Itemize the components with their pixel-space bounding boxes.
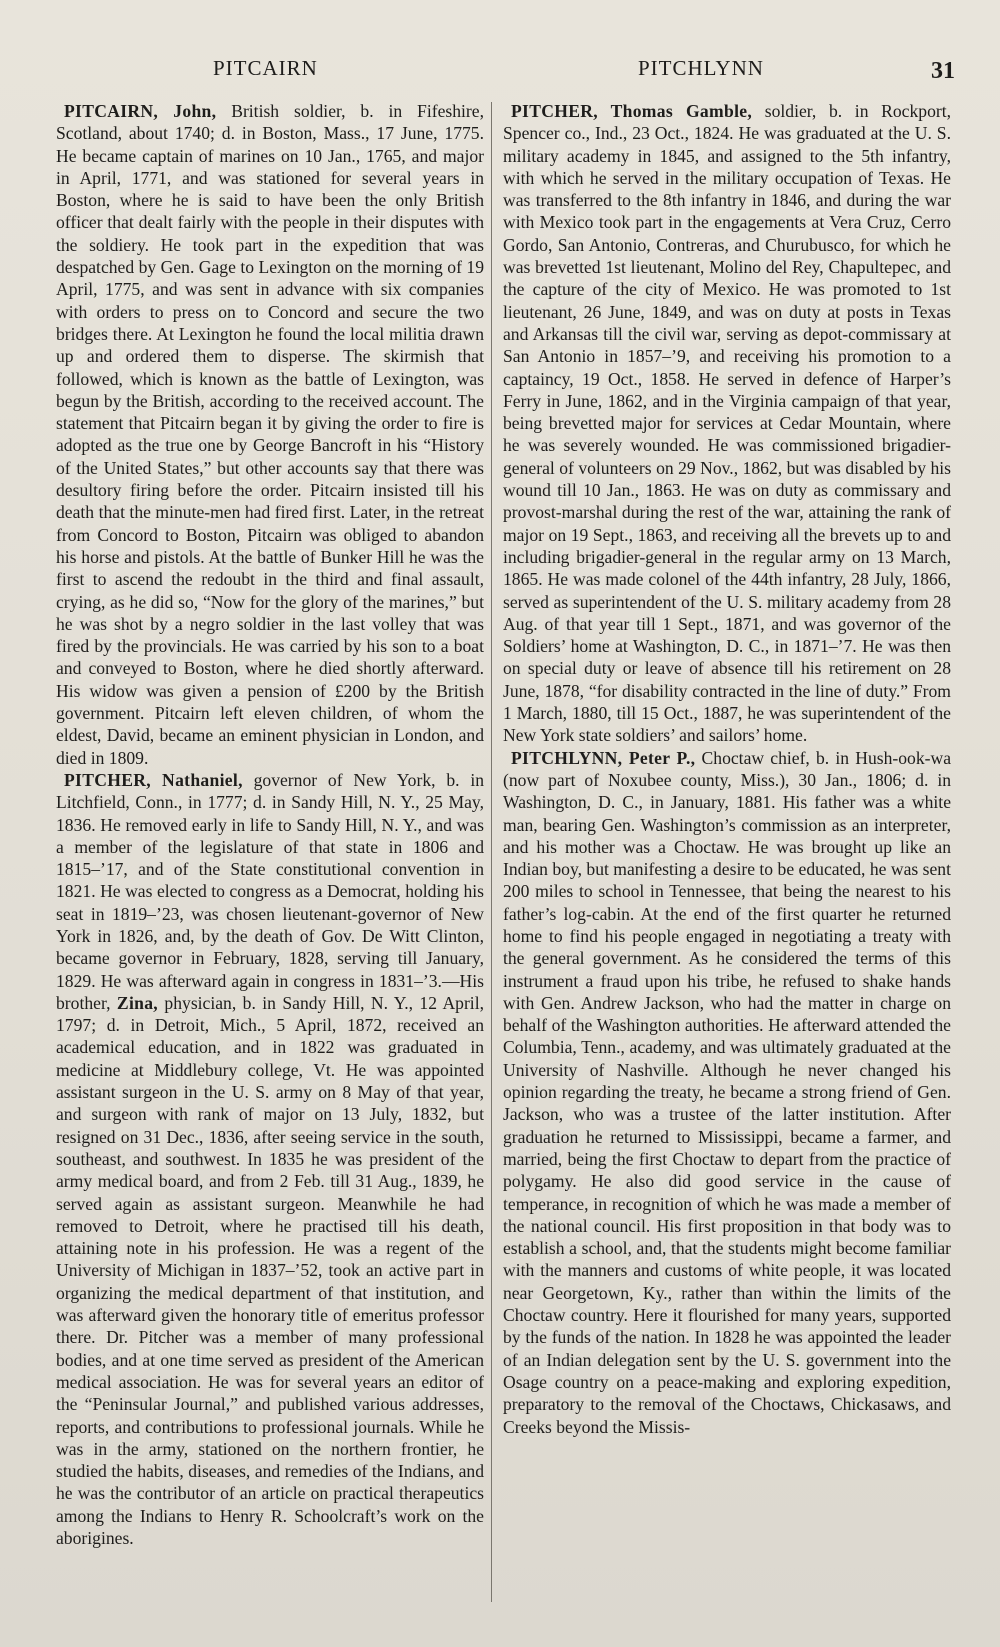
entry-pitcairn-john — [56, 100, 484, 769]
entry-pitchlynn-peter — [503, 747, 951, 1438]
entry-text: governor of New York, b. in Litchfield, Conn., in 1777; d. in Sandy Hill, N. Y., 25 May, 1836. He removed early in life to Sandy Hill, N. Y., and was a member of the legislature of that state in 1806 and 1815–’17, and of the State constitutional convention in 1821. He was elected to congress as a Democrat, holding his seat in 1819–’23, was chosen lieutenant-governor of New York in 1826, and, by the death of Gov. De Witt Clinton, became governor in February, 1828, serving till January, 1829. He was afterward again in congress in 1831–’3.—His brother, — [56, 769, 485, 1013]
entry-headword: PITCHER, Nathaniel, — [64, 769, 243, 790]
entry-pitcher-nathaniel — [56, 769, 484, 1549]
entry-headword: PITCHLYNN, Peter P., — [511, 747, 696, 768]
page-number: 31 — [931, 58, 955, 84]
sub-entry-headword-zina: Zina, — [116, 992, 159, 1013]
entry-text: physician, b. in Sandy Hill, N. Y., 12 April, 1797; d. in Detroit, Mich., 5 April, 1872, received an academical education, and in 1822 was graduated in medicine at Middlebury college, Vt. He was appointed assistant surgeon in the U. S. army on 8 May of that year, and surgeon with rank of major on 13 July, 1832, but resigned on 31 Dec., 1836, after seeing service in the south, southeast, and southwest. In 1835 he was president of the army medical board, and from 2 Feb. till 31 Aug., 1839, he served again as assistant surgeon. Meanwhile he had removed to Detroit, where he practised till his death, attaining note in his profession. He was a regent of the University of Michigan in 1837–’52, took an active part in organizing the medical department of that institution, and was afterward given the honorary title of emeritus professor there. Dr. Pitcher was a member of many professional bodies, and at one time served as president of the American medical association. He was for several years an editor of the “Peninsular Journal,” and published various addresses, reports, and contributions to professional journals. While he was in the army, stationed on the northern frontier, he studied the habits, diseases, and remedies of the Indians, and he was the contributor of an article on practical therapeutics among the Indians to Henry R. Schoolcraft’s work on the aborigines. — [56, 992, 484, 1548]
entry-headword: PITCHER, Thomas Gamble, — [511, 101, 753, 121]
left-running-head: PITCAIRN — [213, 56, 318, 80]
entry-text: Choctaw chief, b. in Hush-ook-wa (now part of Noxubee county, Miss.), 30 Jan., 1806; d. in Washington, D. C., in January, 1881. His father was a white man, bearing Gen. Washington’s commission as an interpreter, and his mother was a Choctaw. He was brought up like an Indian boy, but manifesting a desire to be educated, he was sent 200 miles to school in Tennessee, that being the nearest to his father’s log-cabin. At the end of the first quarter he returned home to find his people engaged in negotiating a treaty with the general government. As he considered the terms of this instrument a fraud upon his tribe, he refused to shake hands with Gen. Andrew Jackson, who had the matter in charge on behalf of the Washington authorities. He afterward attended the Columbia, Tenn., academy, and was ultimately graduated at the University of Nashville. Although he never changed his opinion regarding the treaty, he became a strong friend of Gen. Jackson, who was a trustee of the latter institution. After graduation he returned to Mississippi, became a farmer, and married, being the first Choctaw to depart from the practice of polygamy. He also did good service in the cause of temperance, in recognition of which he was made a member of the national council. His first proposition in that body was to establish a school, and, that the students might become familiar with the manners and customs of white people, it was located near Georgetown, Ky., rather than within the limits of the Choctaw country. Here it flourished for many years, supported by the funds of the nation. In 1828 he was appointed the leader of an Indian delegation sent by the U. S. government into the Osage country on a peace-making and exploring expedition, preparatory to the removal of the Choctaws, Chickasaws, and Creeks beyond the Missis- — [503, 747, 952, 1437]
column-divider — [491, 102, 492, 1602]
entry-pitcher-thomas-gamble — [503, 100, 951, 747]
entry-headword: PITCAIRN, John, — [64, 101, 217, 121]
entry-text: soldier, b. in Rockport, Spencer co., Ind., 23 Oct., 1824. He was graduated at the U. S. military academy in 1845, and assigned to the 5th infantry, with which he served in the military occupation of Texas. He was transferred to the 8th infantry in 1846, and during the war with Mexico took part in the engagements at Vera Cruz, Cerro Gordo, San Antonio, Contreras, and Churubusco, for which he was brevetted 1st lieutenant, Molino del Rey, Chapultepec, and the capture of the city of Mexico. He was promoted to 1st lieutenant, 26 June, 1849, and was on duty at posts in Texas and Arkansas till the civil war, serving as depot-commissary at San Antonio in 1857–’9, and receiving his promotion to a captaincy, 19 Oct., 1858. He served in defence of Harper’s Ferry in June, 1862, and in the Virginia campaign of that year, being brevetted major for services at Cedar Mountain, where he was severely wounded. He was commissioned brigadier-general of volunteers on 29 Nov., 1862, but was disabled by his wound till 10 Jan., 1863. He was on duty as commissary and provost-marshal during the rest of the war, attaining the rank of major on 19 Sept., 1863, and receiving all the brevets up to and including brigadier-general in the regular army on 13 March, 1865. He was made colonel of the 44th infantry, 28 July, 1866, served as superintendent of the U. S. military academy from 28 Aug. of that year till 1 Sept., 1871, and was governor of the Soldiers’ home at Washington, D. C., in 1871–’7. He was then on special duty or leave of absence till his retirement on 28 June, 1878, “for disability contracted in the line of duty.” From 1 March, 1880, till 15 Oct., 1887, he was superintendent of the New York state soldiers’ and sailors’ home. — [503, 101, 952, 746]
left-column — [56, 100, 484, 1549]
right-running-head: PITCHLYNN — [638, 56, 764, 80]
right-column — [503, 100, 951, 1438]
running-header — [0, 52, 1000, 92]
entry-text: British soldier, b. in Fifeshire, Scotland, about 1740; d. in Boston, Mass., 17 June, 1775. He became captain of marines on 10 Jan., 1765, and major in April, 1771, and was stationed for several years in Boston, where he is said to have been the only British officer that dealt fairly with the people in their disputes with the soldiery. He took part in the expedition that was despatched by Gen. Gage to Lexington on the morning of 19 April, 1775, and was sent in advance with six companies with orders to press on to Concord and secure the two bridges there. At Lexington he found the local militia drawn up and ordered them to disperse. The skirmish that followed, which is known as the battle of Lexington, was begun by the British, according to the received account. The statement that Pitcairn began it by giving the order to fire is adopted as the true one by George Bancroft in his “History of the United States,” but other accounts say that there was desultory firing before the order. Pitcairn insisted till his death that the minute-men had fired first. Later, in the retreat from Concord to Boston, Pitcairn was obliged to abandon his horse and pistols. At the battle of Bunker Hill he was the first to ascend the redoubt in the third and final assault, crying, as he did so, “Now for the glory of the marines,” but he was shot by a negro soldier in the last volley that was fired by the provincials. He was carried by his son to a boat and conveyed to Boston, where he died shortly afterward. His widow was given a pension of £200 by the British government. Pitcairn left eleven children, of whom the eldest, David, became an eminent physician in London, and died in 1809. — [56, 101, 484, 768]
